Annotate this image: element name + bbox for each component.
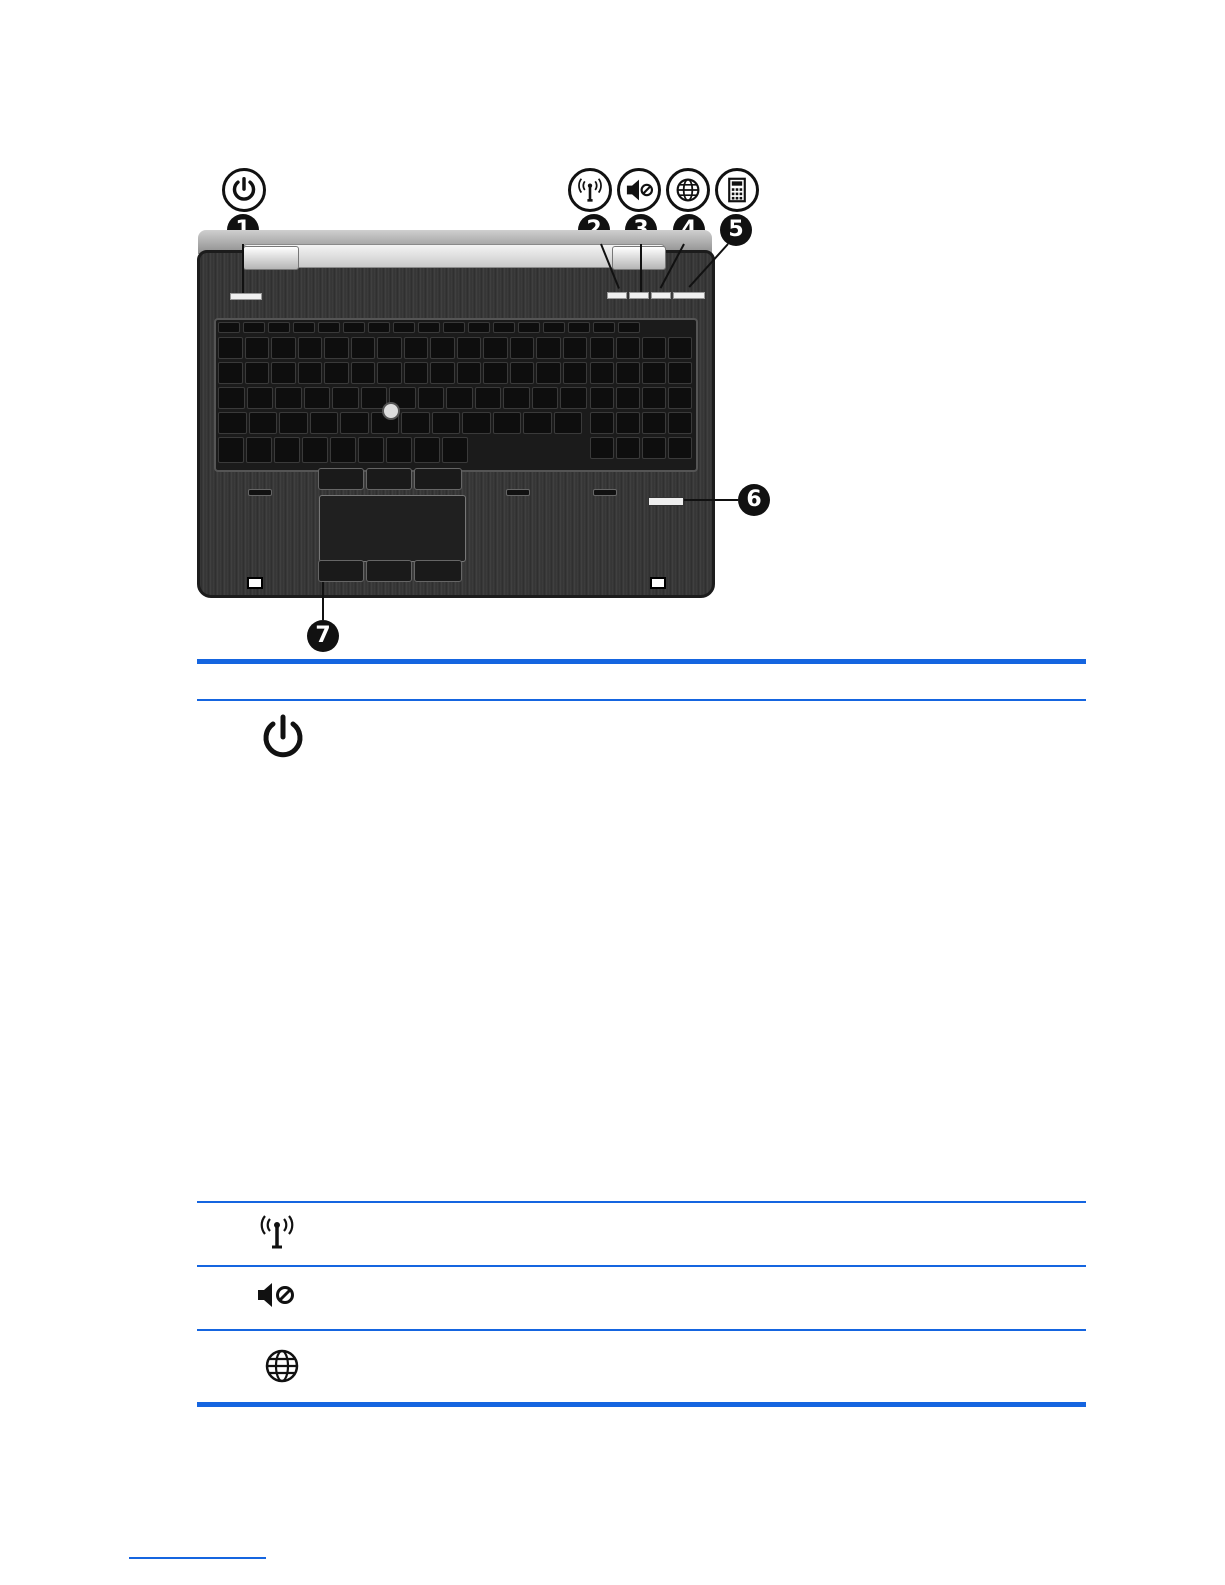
keyboard-key <box>318 322 340 333</box>
keyboard-key <box>430 362 455 384</box>
keyboard-key <box>457 362 482 384</box>
keyboard-key <box>536 337 561 359</box>
keyboard-key <box>249 412 278 434</box>
keyboard-key <box>351 362 376 384</box>
keypad-key <box>668 412 692 434</box>
power-button <box>230 293 262 300</box>
touchpad-top-center-button <box>366 468 412 490</box>
keypad-key <box>642 387 666 409</box>
web-browser-button <box>651 292 671 299</box>
keypad-key <box>616 412 640 434</box>
calculator-icon <box>715 168 759 212</box>
keypad-key <box>642 412 666 434</box>
keyboard-key <box>298 337 323 359</box>
keyboard-key <box>358 437 384 463</box>
touchpad-bottom-right-button <box>414 560 462 582</box>
keypad-key <box>616 362 640 384</box>
keypad-key <box>668 387 692 409</box>
keypad-key <box>590 387 614 409</box>
callout-6: 6 <box>738 484 770 516</box>
keypad-key <box>616 387 640 409</box>
keyboard-key <box>304 387 331 409</box>
keypad-key <box>642 362 666 384</box>
keyboard-key <box>218 362 243 384</box>
palmrest-slot <box>593 489 617 496</box>
keyboard-key <box>442 437 468 463</box>
keyboard-key <box>536 362 561 384</box>
keyboard-key <box>271 337 296 359</box>
power-icon <box>258 713 308 763</box>
keyboard-key <box>218 322 240 333</box>
palmrest-slot <box>506 489 530 496</box>
keyboard-key <box>218 337 243 359</box>
keypad-key <box>590 412 614 434</box>
keyboard-key <box>401 412 430 434</box>
table-bottom-rule <box>197 1402 1086 1407</box>
keyboard-key <box>404 362 429 384</box>
keyboard-key <box>568 322 590 333</box>
keypad-key <box>642 337 666 359</box>
keyboard-key <box>245 337 270 359</box>
fingerprint-reader <box>648 497 684 506</box>
hinge-right <box>612 246 666 270</box>
keypad-key <box>616 437 640 459</box>
keyboard-key <box>483 337 508 359</box>
keyboard-key <box>275 387 302 409</box>
table-row-rule <box>197 1201 1086 1203</box>
keyboard-key <box>268 322 290 333</box>
keyboard-key <box>532 387 559 409</box>
table-row-rule <box>197 1329 1086 1331</box>
volume-mute-button <box>629 292 649 299</box>
keypad-key <box>590 437 614 459</box>
keyboard-key <box>446 387 473 409</box>
keyboard-key <box>310 412 339 434</box>
keyboard-key <box>457 337 482 359</box>
touchpad-bottom-left-button <box>318 560 364 582</box>
touchpad-bottom-center-button <box>366 560 412 582</box>
keyboard-key <box>377 362 402 384</box>
power-icon <box>222 168 266 212</box>
keyboard-key <box>483 362 508 384</box>
web-browser-icon <box>264 1348 300 1384</box>
keypad-key <box>616 337 640 359</box>
keyboard-key <box>293 322 315 333</box>
keyboard-key <box>332 387 359 409</box>
keyboard-key <box>324 337 349 359</box>
table-row-rule <box>197 1265 1086 1267</box>
hinge-left <box>243 246 299 270</box>
keypad-key <box>668 337 692 359</box>
keyboard-key <box>218 412 247 434</box>
wireless-button <box>607 292 627 299</box>
keyboard-key <box>340 412 369 434</box>
keyboard-key <box>274 437 300 463</box>
keypad-key <box>642 437 666 459</box>
keyboard-key <box>351 337 376 359</box>
touchpad-top-right-button <box>414 468 462 490</box>
keyboard-key <box>279 412 308 434</box>
touchpad-top-left-button <box>318 468 364 490</box>
keyboard-key <box>593 322 615 333</box>
keyboard-key <box>247 387 274 409</box>
keyboard-key <box>523 412 552 434</box>
keyboard-key <box>368 322 390 333</box>
mute-icon <box>256 1281 298 1309</box>
keyboard-key <box>330 437 356 463</box>
keyboard-key <box>563 337 588 359</box>
laptop-top-view-figure <box>0 0 1225 660</box>
keyboard-key <box>543 322 565 333</box>
keyboard-key <box>443 322 465 333</box>
keyboard-key <box>462 412 491 434</box>
keyboard-key <box>510 362 535 384</box>
pointing-stick <box>382 402 400 420</box>
keyboard-key <box>560 387 587 409</box>
leader-line-1 <box>242 244 244 294</box>
wireless-icon <box>256 1214 298 1252</box>
leader-line-3 <box>640 244 642 292</box>
keyboard-key <box>418 387 445 409</box>
keyboard-key <box>418 322 440 333</box>
table-top-rule <box>197 659 1086 664</box>
keyboard-key <box>493 412 522 434</box>
keyboard-key <box>218 437 244 463</box>
keyboard-key <box>432 412 461 434</box>
keyboard-key <box>518 322 540 333</box>
keyboard-key <box>554 412 583 434</box>
keyboard-key <box>468 322 490 333</box>
wireless-icon <box>568 168 612 212</box>
keyboard-key <box>246 437 272 463</box>
keyboard-key <box>324 362 349 384</box>
touchpad-zone <box>319 495 466 562</box>
keyboard-key <box>243 322 265 333</box>
foot-right <box>650 577 666 589</box>
keyboard-key <box>245 362 270 384</box>
callout-7: 7 <box>307 620 339 652</box>
keyboard-key <box>493 322 515 333</box>
keyboard-key <box>404 337 429 359</box>
keyboard-key <box>343 322 365 333</box>
keyboard-key <box>475 387 502 409</box>
keypad-key <box>590 362 614 384</box>
footer-link-rule <box>129 1557 266 1559</box>
keyboard-key <box>503 387 530 409</box>
mute-icon <box>617 168 661 212</box>
keyboard-key <box>386 437 412 463</box>
keyboard-key <box>510 337 535 359</box>
leader-line-6 <box>682 499 738 501</box>
foot-left <box>247 577 263 589</box>
keyboard-key <box>302 437 328 463</box>
keyboard-key <box>563 362 588 384</box>
keyboard-key <box>271 362 296 384</box>
palmrest-slot <box>248 489 272 496</box>
keyboard-key <box>393 322 415 333</box>
keyboard-key <box>414 437 440 463</box>
keypad-key <box>590 337 614 359</box>
web-browser-icon <box>666 168 710 212</box>
keyboard-key <box>618 322 640 333</box>
keyboard-key <box>377 337 402 359</box>
keyboard-key <box>430 337 455 359</box>
calculator-button <box>673 292 705 299</box>
callout-5: 5 <box>720 214 752 246</box>
table-header-rule <box>197 699 1086 701</box>
keyboard-key <box>298 362 323 384</box>
keyboard-key <box>218 387 245 409</box>
keypad-key <box>668 437 692 459</box>
keypad-key <box>668 362 692 384</box>
